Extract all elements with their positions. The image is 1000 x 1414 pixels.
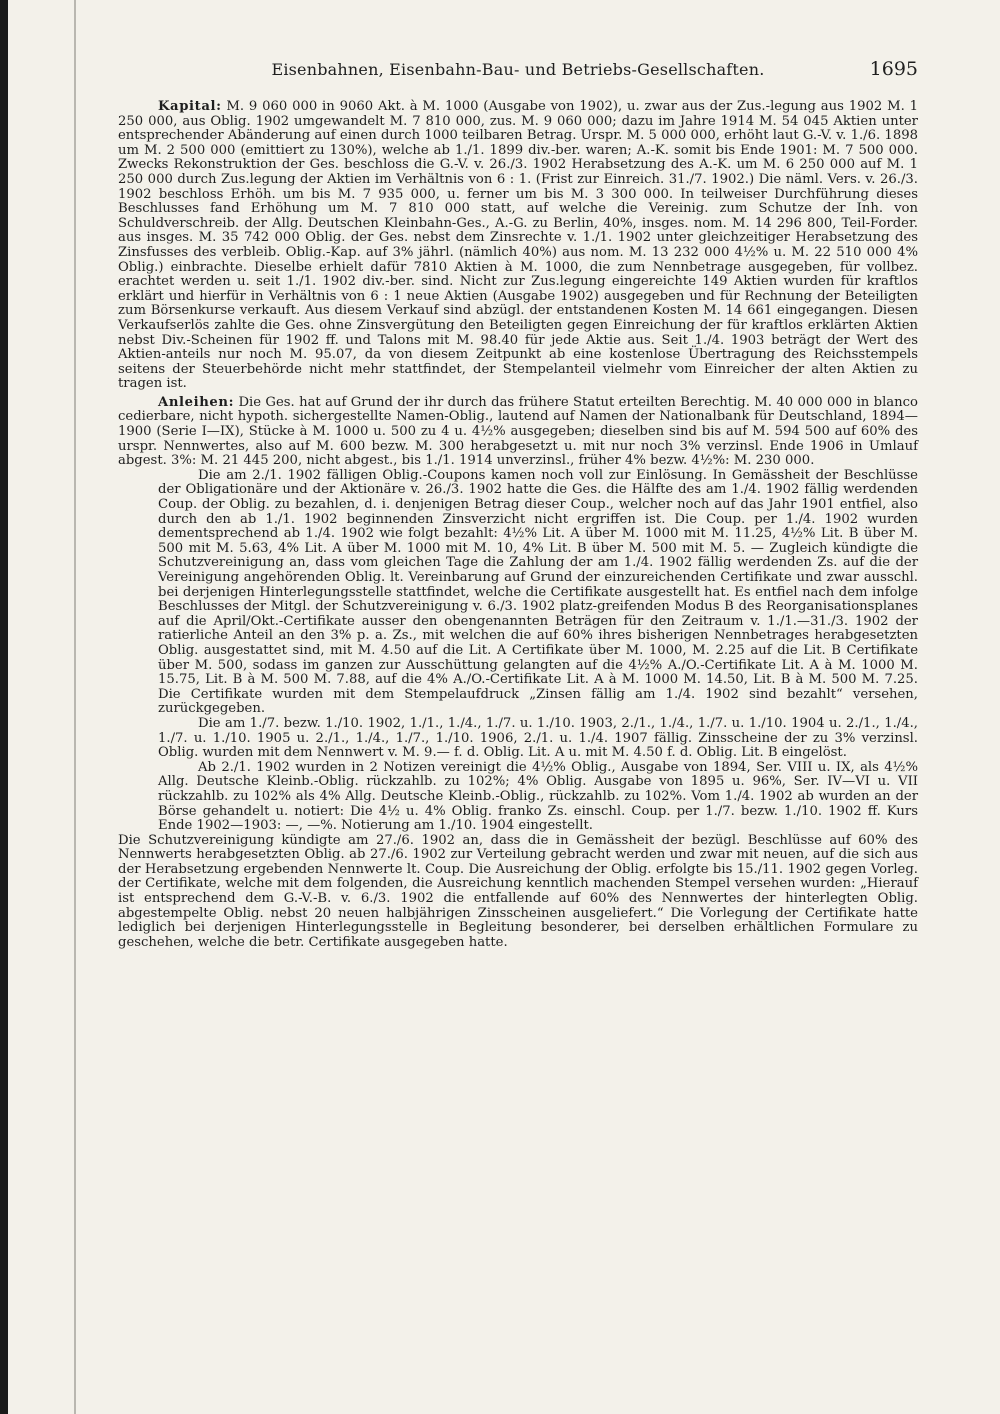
paragraph-anleihen	[118, 396, 918, 469]
section-label-kapital: Kapital:	[158, 99, 222, 114]
text-column	[118, 56, 918, 950]
paragraph-anleihen-text: Die Ges. hat auf Grund der ihr durch das frühere Statut erteilten Berechtig. M. 40 000 000 in blanco cedierbare, nicht hypoth. sichergestellte Namen-Oblig., lautend auf Namen der Nationalbank für Deutschland, 1894—1900 (Serie I—IX), Stücke à M. 1000 u. 500 zu 4 u. 4½% ausgegeben; dieselben sind bis auf M. 594 500 auf 60% des urspr. Nennwertes, also auf M. 600 bezw. M. 300 herabgesetzt u. mit nur noch 3% verzinsl. Ende 1906 in Umlauf abgest. 3%: M. 21 445 200, nicht abgest., bis 1./1. 1914 unverzinsl., früher 4% bezw. 4½%: M. 230 000.	[118, 394, 918, 469]
paragraph-kapital-text: M. 9 060 000 in 9060 Akt. à M. 1000 (Ausgabe von 1902), u. zwar aus der Zus.-legung aus 1902 M. 1 250 000, aus Oblig. 1902 umgewandelt M. 7 810 000, zus. M. 9 060 000; dazu im Jahre 1914 M. 54 045 Aktien unter entsprechender Abänderung auf einen durch 1000 teilbaren Betrag. Urspr. M. 5 000 000, erhöht laut G.-V. v. 1./6. 1898 um M. 2 500 000 (emittiert zu 130%), welche ab 1./1. 1899 div.-ber. waren; A.-K. somit bis Ende 1901: M. 7 500 000. Zwecks Rekonstruktion der Ges. beschloss die G.-V. v. 26./3. 1902 Herabsetzung des A.-K. um M. 6 250 000 auf M. 1 250 000 durch Zus.legung der Aktien im Verhältnis von 6 : 1. (Frist zur Einreich. 31./7. 1902.) Die näml. Vers. v. 26./3. 1902 beschloss Erhöh. um bis M. 7 935 000, u. ferner um bis M. 3 300 000. In teilweiser Durchführung dieses Beschlusses fand Erhöhung um M. 7 810 000 statt, auf welche die Vereinig. zum Schutze der Inh. von Schuldverschreib. der Allg. Deutschen Kleinbahn-Ges., A.-G. zu Berlin, 40%, insges. nom. M. 14 296 800, Teil-Forder. aus insges. M. 35 742 000 Oblig. der Ges. nebst dem Zinsrechte v. 1./1. 1902 unter gleichzeitiger Herabsetzung des Zinsfusses des verbleib. Oblig.-Kap. auf 3% jährl. (nämlich 40%) aus nom. M. 13 232 000 4½% u. M. 22 510 000 4% Oblig.) einbrachte. Dieselbe erhielt dafür 7810 Aktien à M. 1000, die zum Nennbetrage ausgegeben, für vollbez. erachtet werden u. seit 1./1. 1902 div.-ber. sind. Nicht zur Zus.legung eingereichte 149 Aktien wurden für kraftlos erklärt und hierfür in Verhältnis von 6 : 1 neue Aktien (Ausgabe 1902) ausgegeben und für Rechnung der Beteiligten zum Börsenkurse verkauft. Aus diesem Verkauf sind abzügl. der entstandenen Kosten M. 14 661 eingegangen. Diesen Verkaufserlös zahlte die Ges. ohne Zinsvergütung den Beteiligten gegen Einreichung der für kraftlos erklärten Aktien nebst Div.-Scheinen für 1902 ff. und Talons mit M. 98.40 für jede Aktie aus. Seit 1./4. 1903 beträgt der Wert des Aktien-anteils nur noch M. 95.07, da von diesem Zeitpunkt ab eine kostenlose Übertragung des Reichsstempels seitens der Steuerbehörde nicht mehr stattfindet, der Stempelanteil vielmehr vom Einreicher der alten Aktien zu tragen ist.	[118, 99, 918, 392]
paragraph-coupons: Die am 2./1. 1902 fälligen Oblig.-Coupons kamen noch voll zur Einlösung. In Gemässheit der Beschlüsse der Obligationäre und der Aktionäre v. 26./3. 1902 hatte die Ges. die Hälfte des am 1./4. 1902 fällig werdenden Coup. der Oblig. zu bezahlen, d. i. denjenigen Betrag dieser Coup., welcher noch auf das Jahr 1901 entfiel, also durch den ab 1./1. 1902 beginnenden Zinsverzicht nicht ergriffen ist. Die Coup. per 1./4. 1902 wurden dementsprechend ab 1./4. 1902 wie folgt bezahlt: 4½% Lit. A über M. 1000 mit M. 11.25, 4½% Lit. B über M. 500 mit M. 5.63, 4% Lit. A über M. 1000 mit M. 10, 4% Lit. B über M. 500 mit M. 5. — Zugleich kündigte die Schutzvereinigung an, dass vom gleichen Tage die Zahlung der am 1./4. 1902 fällig werdenden Zs. auf die der Vereinigung angehörenden Oblig. lt. Vereinbarung auf Grund der einzureichenden Certifikate und zwar ausschl. bei derjenigen Hinterlegungsstelle stattfindet, welche die Certifikate ausgestellt hat. Es entfiel nach dem infolge Beschlusses der Mitgl. der Schutzvereinigung v. 6./3. 1902 platz-greifenden Modus B des Reorganisationsplanes auf die April/Okt.-Certifikate ausser den obengenannten Beträgen für den Zeitraum v. 1./1.—31./3. 1902 der ratierliche Anteil an den 3% p. a. Zs., mit welchen die auf 60% ihres bisherigen Nennbetrages herabgesetzten Oblig. ausgestattet sind, mit M. 4.50 auf die Lit. A Certifikate über M. 1000, M. 2.25 auf die Lit. B Certifikate über M. 500, sodass im ganzen zur Ausschüttung gelangten auf die 4½% A./O.-Certifikate Lit. A à M. 1000 M. 15.75, Lit. B à M. 500 M. 7.88, auf die 4% A./O.-Certifikate Lit. A à M. 1000 M. 14.50, Lit. B à M. 500 M. 7.25. Die Certifikate wurden mit dem Stempelaufdruck „Zinsen fällig am 1./4. 1902 sind bezahlt“ versehen, zurückgegeben.	[158, 467, 918, 717]
running-head	[118, 56, 918, 86]
binding-edge	[0, 0, 8, 1414]
section-label-anleihen: Anleihen:	[158, 394, 235, 410]
page-number: 1695	[869, 58, 918, 80]
paragraph-notizen: Ab 2./1. 1902 wurden in 2 Notizen vereinigt die 4½% Oblig., Ausgabe von 1894, Ser. VIII u. IX, als 4½% Allg. Deutsche Kleinb.-Oblig. rückzahlb. zu 102%; 4% Oblig. Ausgabe von 1895 u. 96%, Ser. IV—VI u. VII rückzahlb. zu 102% als 4% Allg. Deutsche Kleinb.-Oblig., rückzahlb. zu 102%. Vom 1./4. 1902 ab wurden an der Börse gehandelt u. notiert: Die 4½ u. 4% Oblig. franko Zs. einschl. Coup. per 1./7. bezw. 1./10. 1902 ff. Kurs Ende 1902—1903: —, —%. Notierung am 1./10. 1904 eingestellt.	[158, 759, 918, 834]
running-head-title: Eisenbahnen, Eisenbahn-Bau- und Betriebs-Gesellschaften.	[271, 60, 765, 79]
paragraph-kapital	[118, 100, 918, 392]
fold-line	[74, 0, 76, 1414]
paragraph-schutzvereinigung: Die Schutzvereinigung kündigte am 27./6. 1902 an, dass die in Gemässheit der bezügl. Beschlüsse auf 60% des Nennwerts herabgesetzten Oblig. ab 27./6. 1902 zur Verteilung gebracht werden und zwar mit neuen, auf die sich aus der Herabsetzung ergebenden Nennwerte lt. Coup. Die Ausreichung der Oblig. erfolgte bis 15./11. 1902 gegen Vorleg. der Certifikate, welche mit dem folgenden, die Ausreichung kenntlich machenden Stempel versehen wurden: „Hierauf ist entsprechend dem G.-V.-B. v. 6./3. 1902 die entfallende auf 60% des Nennwertes der hinterlegten Oblig. abgestempelte Oblig. nebst 20 neuen halbjährigen Zinsscheinen ausgeliefert.“ Die Vorlegung der Certifikate hatte lediglich bei derjenigen Hinterlegungsstelle in Begleitung besonderer, bei derselben erhältlichen Formulare zu geschehen, welche die betr. Certifikate ausgegeben hatte.	[118, 832, 918, 950]
paragraph-zinsscheine: Die am 1./7. bezw. 1./10. 1902, 1./1., 1./4., 1./7. u. 1./10. 1903, 2./1., 1./4., 1./7. u. 1./10. 1904 u. 2./1., 1./4., 1./7. u. 1./10. 1905 u. 2./1., 1./4., 1./7., 1./10. 1906, 2./1. u. 1./4. 1907 fällig. Zinsscheine der zu 3% verzinsl. Oblig. wurden mit dem Nennwert v. M. 9.— f. d. Oblig. Lit. A u. mit M. 4.50 f. d. Oblig. Lit. B eingelöst.	[158, 715, 918, 761]
